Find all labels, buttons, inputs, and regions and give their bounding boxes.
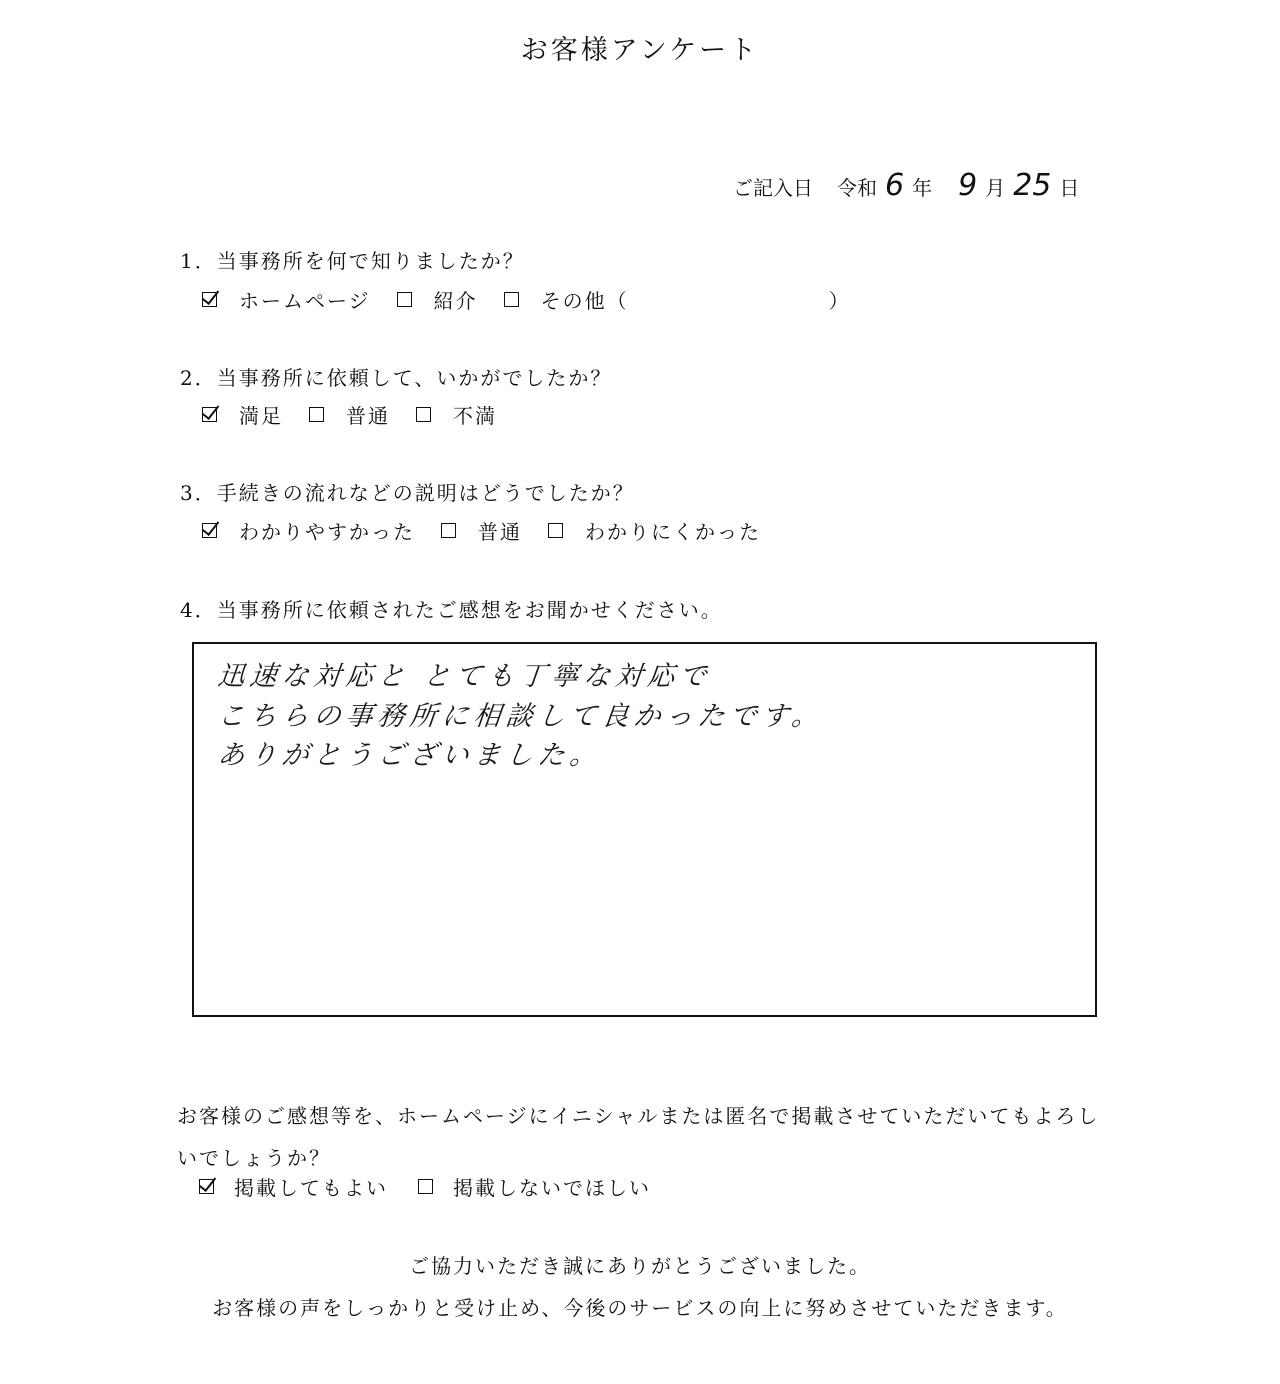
option-other[interactable]: その他（ ） [504,285,851,314]
checkbox-checked[interactable] [202,523,217,538]
consent-options [199,1172,677,1201]
option-satisfied[interactable]: 満足 [202,400,283,429]
option-allow-publish[interactable]: 掲載してもよい [199,1172,388,1201]
date-year-unit: 年 [912,176,933,200]
checkbox-checked[interactable] [199,1179,214,1194]
question-1: 1．当事務所を何で知りましたか？ [180,249,525,273]
question-2: 2．当事務所に依頼して、いかがでしたか？ [180,366,613,390]
checkbox[interactable] [548,523,563,538]
option-normal[interactable]: 普通 [309,400,390,429]
checkbox[interactable] [504,292,519,307]
entry-date [733,168,1079,203]
checkbox[interactable] [416,407,431,422]
date-month-unit: 月 [985,176,1006,200]
checkbox-checked[interactable] [202,407,217,422]
comment-line: 迅速な対応と とても丁寧な対応で [216,661,713,692]
question-4: 4．当事務所に依頼されたご感想をお聞かせください。 [180,598,723,622]
footer-thanks: ご協力いただき誠にありがとうございました。 [409,1254,871,1278]
date-day-unit: 日 [1059,176,1080,200]
comment-line: こちらの事務所に相談して良かったです。 [216,701,826,732]
option-dissatisfied[interactable]: 不満 [416,400,497,429]
option-normal-3[interactable]: 普通 [441,516,522,545]
date-label: ご記入日 [733,176,813,200]
question-3-options [202,516,787,545]
date-day: 25 [1013,168,1052,203]
checkbox[interactable] [441,523,456,538]
consent-question: お客様のご感想等を、ホームページにイニシャルまたは匿名で掲載させていただいてもよろしいでしょうか？ [177,1104,1100,1170]
survey-title: お客様アンケート [520,35,760,66]
date-month: 9 [958,168,978,203]
footer-message: お客様の声をしっかりと受け止め、今後のサービスの向上に努めさせていただきます。 [212,1296,1068,1320]
option-homepage[interactable]: ホームページ [202,285,371,314]
checkbox[interactable] [418,1179,433,1194]
comment-box[interactable] [192,642,1097,1017]
checkbox-checked[interactable] [202,292,217,307]
checkbox[interactable] [397,292,412,307]
date-era: 令和 [837,176,877,200]
option-easy[interactable]: わかりやすかった [202,516,415,545]
comment-line: ありがとうございました。 [216,740,604,771]
question-3: 3．手続きの流れなどの説明はどうでしたか？ [180,481,635,505]
date-year: 6 [885,168,905,203]
option-hard[interactable]: わかりにくかった [548,516,761,545]
option-referral[interactable]: 紹介 [397,285,478,314]
question-2-options [202,400,523,429]
checkbox[interactable] [309,407,324,422]
question-1-options [202,285,877,314]
option-deny-publish[interactable]: 掲載しないでほしい [418,1172,651,1201]
